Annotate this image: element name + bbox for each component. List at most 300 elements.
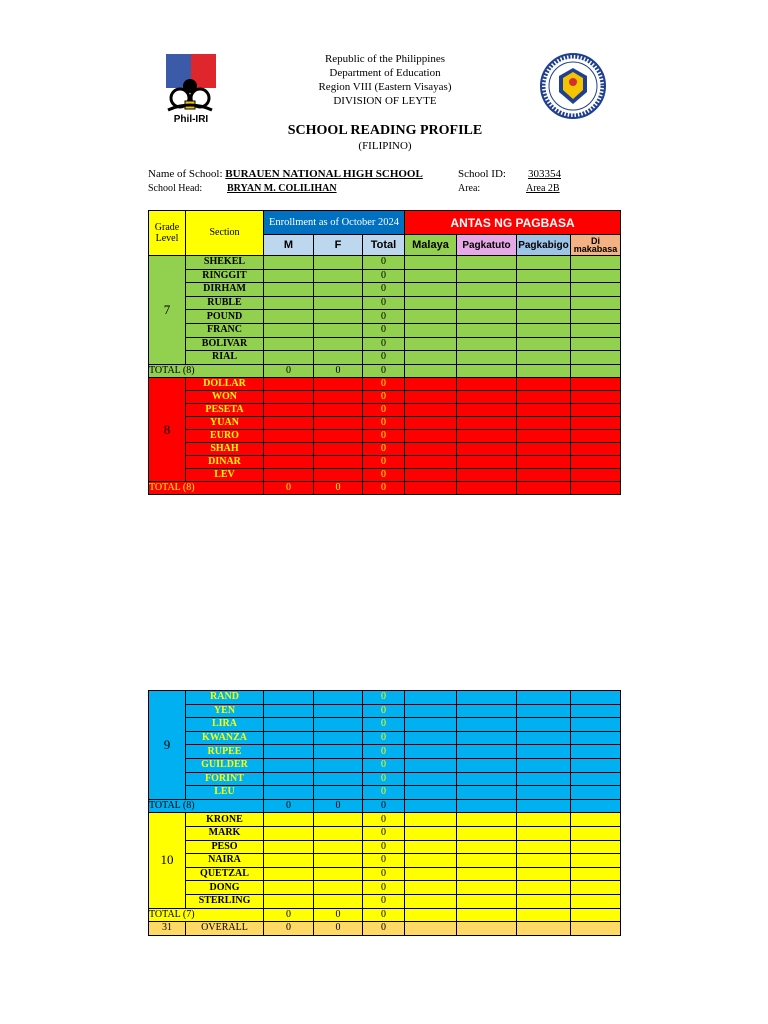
overall-f: 0 xyxy=(314,922,363,936)
female-cell xyxy=(314,772,363,786)
malaya-cell xyxy=(405,430,457,443)
di-makabasa-cell xyxy=(571,351,621,365)
header-m: M xyxy=(264,235,314,256)
male-cell xyxy=(264,378,314,391)
pagkatuto-cell xyxy=(457,813,517,827)
overall-count: 31 xyxy=(149,922,186,936)
pagkatuto-cell xyxy=(457,731,517,745)
malaya-cell xyxy=(405,826,457,840)
male-cell xyxy=(264,772,314,786)
male-cell xyxy=(264,867,314,881)
section-name: KWANZA xyxy=(186,731,264,745)
male-cell xyxy=(264,337,314,351)
section-row xyxy=(149,323,621,337)
pagkabigo-total-cell xyxy=(517,799,571,813)
section-name: BOLIVAR xyxy=(186,337,264,351)
pagkabigo-cell xyxy=(517,269,571,283)
male-cell xyxy=(264,351,314,365)
female-cell xyxy=(314,731,363,745)
section-row xyxy=(149,772,621,786)
section-row xyxy=(149,881,621,895)
section-name: NAIRA xyxy=(186,854,264,868)
female-cell xyxy=(314,786,363,800)
page-title: SCHOOL READING PROFILE xyxy=(287,123,483,138)
pagkabigo-cell xyxy=(517,430,571,443)
grade-total-f: 0 xyxy=(314,799,363,813)
malaya-cell xyxy=(405,256,457,270)
section-name: PESETA xyxy=(186,404,264,417)
grade-total-f: 0 xyxy=(314,908,363,922)
header-section: Section xyxy=(186,211,264,256)
pagkabigo-cell xyxy=(517,718,571,732)
female-cell xyxy=(314,691,363,705)
male-cell xyxy=(264,310,314,324)
female-cell xyxy=(314,404,363,417)
overall-m: 0 xyxy=(264,922,314,936)
pagkabigo-cell xyxy=(517,283,571,297)
section-total: 0 xyxy=(363,745,405,759)
section-row xyxy=(149,786,621,800)
pagkatuto-cell xyxy=(457,337,517,351)
malaya-cell xyxy=(405,417,457,430)
grade-8-block xyxy=(149,378,621,495)
male-cell xyxy=(264,391,314,404)
area-value: Area 2B xyxy=(526,183,560,194)
section-name: WON xyxy=(186,391,264,404)
school-name-label: Name of School: xyxy=(148,168,223,180)
pagkabigo-cell xyxy=(517,745,571,759)
pagkatuto-cell xyxy=(457,894,517,908)
female-cell xyxy=(314,443,363,456)
section-name: RIAL xyxy=(186,351,264,365)
male-cell xyxy=(264,704,314,718)
malaya-cell xyxy=(405,296,457,310)
pagkabigo-cell xyxy=(517,894,571,908)
section-name: EURO xyxy=(186,430,264,443)
female-cell xyxy=(314,283,363,297)
female-cell xyxy=(314,337,363,351)
section-row xyxy=(149,840,621,854)
header-total: Total xyxy=(363,235,405,256)
pagkatuto-total-cell xyxy=(457,908,517,922)
overall-row xyxy=(149,922,621,936)
grade-total-f: 0 xyxy=(314,482,363,495)
pagkabigo-cell xyxy=(517,469,571,482)
di-makabasa-cell xyxy=(571,323,621,337)
female-cell xyxy=(314,469,363,482)
section-total: 0 xyxy=(363,404,405,417)
school-id: 303354 xyxy=(528,168,561,180)
malaya-cell xyxy=(405,745,457,759)
di-makabasa-cell xyxy=(571,417,621,430)
female-cell xyxy=(314,840,363,854)
pagkabigo-cell xyxy=(517,826,571,840)
female-cell xyxy=(314,269,363,283)
overall-di-makabasa xyxy=(571,922,621,936)
school-head-label: School Head: xyxy=(148,183,203,194)
di-makabasa-cell xyxy=(571,456,621,469)
malaya-cell xyxy=(405,391,457,404)
pagkabigo-cell xyxy=(517,391,571,404)
section-row xyxy=(149,337,621,351)
di-makabasa-cell xyxy=(571,854,621,868)
grade-total-all: 0 xyxy=(363,799,405,813)
section-name: QUETZAL xyxy=(186,867,264,881)
female-cell xyxy=(314,378,363,391)
overall-block xyxy=(149,922,621,936)
pagkatuto-cell xyxy=(457,718,517,732)
pagkatuto-cell xyxy=(457,404,517,417)
grade-total-m: 0 xyxy=(264,799,314,813)
male-cell xyxy=(264,283,314,297)
section-name: RUBLE xyxy=(186,296,264,310)
header-malaya: Malaya xyxy=(405,235,457,256)
malaya-total-cell xyxy=(405,908,457,922)
malaya-cell xyxy=(405,772,457,786)
malaya-cell xyxy=(405,337,457,351)
section-total: 0 xyxy=(363,840,405,854)
grade-total-row xyxy=(149,908,621,922)
pagkabigo-cell xyxy=(517,404,571,417)
grade-total-f: 0 xyxy=(314,364,363,378)
section-name: YEN xyxy=(186,704,264,718)
pagkatuto-cell xyxy=(457,854,517,868)
section-total: 0 xyxy=(363,786,405,800)
female-cell xyxy=(314,310,363,324)
section-row xyxy=(149,269,621,283)
grade-9-block xyxy=(149,691,621,813)
di-makabasa-total-cell xyxy=(571,482,621,495)
male-cell xyxy=(264,786,314,800)
di-makabasa-cell xyxy=(571,758,621,772)
pagkatuto-cell xyxy=(457,296,517,310)
male-cell xyxy=(264,430,314,443)
section-total: 0 xyxy=(363,310,405,324)
section-row xyxy=(149,731,621,745)
di-makabasa-total-cell xyxy=(571,908,621,922)
header-region: Region VIII (Eastern Visayas) xyxy=(318,81,452,93)
grade-level-cell: 7 xyxy=(149,256,186,365)
malaya-cell xyxy=(405,310,457,324)
header-grade-level: Grade Level xyxy=(149,211,186,256)
section-total: 0 xyxy=(363,894,405,908)
male-cell xyxy=(264,417,314,430)
section-row xyxy=(149,894,621,908)
section-name: RAND xyxy=(186,691,264,705)
section-name: SHEKEL xyxy=(186,256,264,270)
header-pagkatuto: Pagkatuto xyxy=(457,235,517,256)
di-makabasa-cell xyxy=(571,840,621,854)
pagkabigo-cell xyxy=(517,456,571,469)
section-total: 0 xyxy=(363,323,405,337)
di-makabasa-cell xyxy=(571,430,621,443)
grade-total-row xyxy=(149,482,621,495)
pagkabigo-cell xyxy=(517,256,571,270)
section-name: POUND xyxy=(186,310,264,324)
grade-total-label: TOTAL (8) xyxy=(149,799,264,813)
malaya-total-cell xyxy=(405,364,457,378)
male-cell xyxy=(264,731,314,745)
malaya-cell xyxy=(405,283,457,297)
section-total: 0 xyxy=(363,854,405,868)
pagkabigo-cell xyxy=(517,378,571,391)
pagkatuto-total-cell xyxy=(457,482,517,495)
section-row xyxy=(149,417,621,430)
grade-total-row xyxy=(149,364,621,378)
pagkatuto-cell xyxy=(457,417,517,430)
pagkabigo-cell xyxy=(517,417,571,430)
male-cell xyxy=(264,469,314,482)
malaya-cell xyxy=(405,758,457,772)
pagkabigo-cell xyxy=(517,310,571,324)
male-cell xyxy=(264,256,314,270)
female-cell xyxy=(314,881,363,895)
overall-label: OVERALL xyxy=(186,922,264,936)
malaya-cell xyxy=(405,881,457,895)
di-makabasa-cell xyxy=(571,867,621,881)
section-name: SHAH xyxy=(186,443,264,456)
pagkabigo-cell xyxy=(517,813,571,827)
di-makabasa-cell xyxy=(571,404,621,417)
pagkatuto-cell xyxy=(457,378,517,391)
header-republic: Republic of the Philippines xyxy=(324,53,446,65)
phil-iri-logo-text: Phil-IRI xyxy=(173,114,209,125)
grade-10-block xyxy=(149,813,621,922)
male-cell xyxy=(264,456,314,469)
section-row xyxy=(149,443,621,456)
female-cell xyxy=(314,758,363,772)
section-row xyxy=(149,813,621,827)
grade-level-cell: 9 xyxy=(149,691,186,800)
pagkatuto-cell xyxy=(457,867,517,881)
malaya-total-cell xyxy=(405,799,457,813)
area-label: Area: xyxy=(458,183,481,194)
pagkatuto-cell xyxy=(457,840,517,854)
section-total: 0 xyxy=(363,417,405,430)
pagkabigo-cell xyxy=(517,704,571,718)
section-row xyxy=(149,691,621,705)
section-name: RUPEE xyxy=(186,745,264,759)
malaya-cell xyxy=(405,323,457,337)
male-cell xyxy=(264,894,314,908)
section-total: 0 xyxy=(363,881,405,895)
section-name: RINGGIT xyxy=(186,269,264,283)
section-row xyxy=(149,296,621,310)
male-cell xyxy=(264,443,314,456)
grade-total-m: 0 xyxy=(264,908,314,922)
section-name: GUILDER xyxy=(186,758,264,772)
pagkabigo-cell xyxy=(517,867,571,881)
section-total: 0 xyxy=(363,826,405,840)
pagkabigo-cell xyxy=(517,731,571,745)
pagkatuto-cell xyxy=(457,351,517,365)
female-cell xyxy=(314,323,363,337)
malaya-cell xyxy=(405,378,457,391)
di-makabasa-cell xyxy=(571,337,621,351)
header-pagkabigo: Pagkabigo xyxy=(517,235,571,256)
male-cell xyxy=(264,404,314,417)
di-makabasa-cell xyxy=(571,894,621,908)
section-row xyxy=(149,351,621,365)
male-cell xyxy=(264,840,314,854)
deped-seal-icon xyxy=(537,52,609,120)
grade-total-all: 0 xyxy=(363,908,405,922)
pagkatuto-cell xyxy=(457,323,517,337)
pagkatuto-total-cell xyxy=(457,364,517,378)
section-total: 0 xyxy=(363,758,405,772)
di-makabasa-cell xyxy=(571,283,621,297)
malaya-cell xyxy=(405,786,457,800)
pagkatuto-cell xyxy=(457,758,517,772)
female-cell xyxy=(314,813,363,827)
pagkabigo-cell xyxy=(517,758,571,772)
section-total: 0 xyxy=(363,283,405,297)
grade-7-block xyxy=(149,256,621,378)
section-row xyxy=(149,456,621,469)
section-row xyxy=(149,826,621,840)
section-name: FORINT xyxy=(186,772,264,786)
female-cell xyxy=(314,718,363,732)
section-row xyxy=(149,469,621,482)
di-makabasa-cell xyxy=(571,826,621,840)
grade-total-label: TOTAL (7) xyxy=(149,908,264,922)
di-makabasa-cell xyxy=(571,745,621,759)
section-total: 0 xyxy=(363,443,405,456)
pagkatuto-cell xyxy=(457,772,517,786)
section-total: 0 xyxy=(363,351,405,365)
reading-profile-table-bottom xyxy=(148,690,621,936)
malaya-cell xyxy=(405,894,457,908)
male-cell xyxy=(264,854,314,868)
header-f: F xyxy=(314,235,363,256)
malaya-total-cell xyxy=(405,482,457,495)
section-total: 0 xyxy=(363,456,405,469)
section-row xyxy=(149,378,621,391)
section-name: LIRA xyxy=(186,718,264,732)
malaya-cell xyxy=(405,691,457,705)
grade-total-all: 0 xyxy=(363,364,405,378)
malaya-cell xyxy=(405,404,457,417)
di-makabasa-cell xyxy=(571,391,621,404)
school-id-label: School ID: xyxy=(458,168,506,180)
female-cell xyxy=(314,296,363,310)
section-total: 0 xyxy=(363,391,405,404)
grade-total-m: 0 xyxy=(264,482,314,495)
malaya-cell xyxy=(405,854,457,868)
di-makabasa-cell xyxy=(571,469,621,482)
section-name: DONG xyxy=(186,881,264,895)
section-name: DINAR xyxy=(186,456,264,469)
pagkabigo-total-cell xyxy=(517,482,571,495)
di-makabasa-cell xyxy=(571,310,621,324)
section-row xyxy=(149,391,621,404)
malaya-cell xyxy=(405,813,457,827)
grade-total-row xyxy=(149,799,621,813)
di-makabasa-cell xyxy=(571,704,621,718)
pagkatuto-cell xyxy=(457,256,517,270)
section-row xyxy=(149,718,621,732)
di-makabasa-cell xyxy=(571,691,621,705)
di-makabasa-total-cell xyxy=(571,799,621,813)
di-makabasa-cell xyxy=(571,269,621,283)
section-total: 0 xyxy=(363,867,405,881)
section-name: MARK xyxy=(186,826,264,840)
male-cell xyxy=(264,691,314,705)
female-cell xyxy=(314,456,363,469)
di-makabasa-total-cell xyxy=(571,364,621,378)
section-total: 0 xyxy=(363,378,405,391)
section-total: 0 xyxy=(363,813,405,827)
di-makabasa-cell xyxy=(571,786,621,800)
section-total: 0 xyxy=(363,469,405,482)
header-department: Department of Education xyxy=(329,67,441,79)
male-cell xyxy=(264,269,314,283)
section-name: DOLLAR xyxy=(186,378,264,391)
male-cell xyxy=(264,758,314,772)
di-makabasa-cell xyxy=(571,772,621,786)
male-cell xyxy=(264,718,314,732)
section-total: 0 xyxy=(363,704,405,718)
header-antas: ANTAS NG PAGBASA xyxy=(405,211,621,235)
pagkatuto-cell xyxy=(457,269,517,283)
school-head: BRYAN M. COLILIHAN xyxy=(227,183,337,194)
pagkatuto-cell xyxy=(457,469,517,482)
pagkabigo-total-cell xyxy=(517,364,571,378)
pagkatuto-total-cell xyxy=(457,799,517,813)
di-makabasa-cell xyxy=(571,443,621,456)
grade-total-all: 0 xyxy=(363,482,405,495)
section-name: KRONE xyxy=(186,813,264,827)
section-total: 0 xyxy=(363,772,405,786)
section-total: 0 xyxy=(363,296,405,310)
section-row xyxy=(149,256,621,270)
pagkatuto-cell xyxy=(457,826,517,840)
female-cell xyxy=(314,351,363,365)
pagkatuto-cell xyxy=(457,443,517,456)
di-makabasa-cell xyxy=(571,881,621,895)
section-name: PESO xyxy=(186,840,264,854)
female-cell xyxy=(314,417,363,430)
deped-seal xyxy=(537,52,609,120)
overall-pagkabigo xyxy=(517,922,571,936)
section-name: LEV xyxy=(186,469,264,482)
female-cell xyxy=(314,256,363,270)
pagkatuto-cell xyxy=(457,704,517,718)
section-total: 0 xyxy=(363,269,405,283)
section-total: 0 xyxy=(363,256,405,270)
malaya-cell xyxy=(405,443,457,456)
grade-total-label: TOTAL (8) xyxy=(149,364,264,378)
grade-level-cell: 10 xyxy=(149,813,186,908)
female-cell xyxy=(314,854,363,868)
malaya-cell xyxy=(405,456,457,469)
section-name: STERLING xyxy=(186,894,264,908)
section-name: LEU xyxy=(186,786,264,800)
malaya-cell xyxy=(405,351,457,365)
female-cell xyxy=(314,867,363,881)
section-total: 0 xyxy=(363,337,405,351)
section-row xyxy=(149,854,621,868)
section-name: FRANC xyxy=(186,323,264,337)
malaya-cell xyxy=(405,731,457,745)
di-makabasa-cell xyxy=(571,296,621,310)
pagkatuto-cell xyxy=(457,391,517,404)
pagkatuto-cell xyxy=(457,310,517,324)
di-makabasa-cell xyxy=(571,378,621,391)
section-row xyxy=(149,704,621,718)
malaya-cell xyxy=(405,718,457,732)
female-cell xyxy=(314,704,363,718)
